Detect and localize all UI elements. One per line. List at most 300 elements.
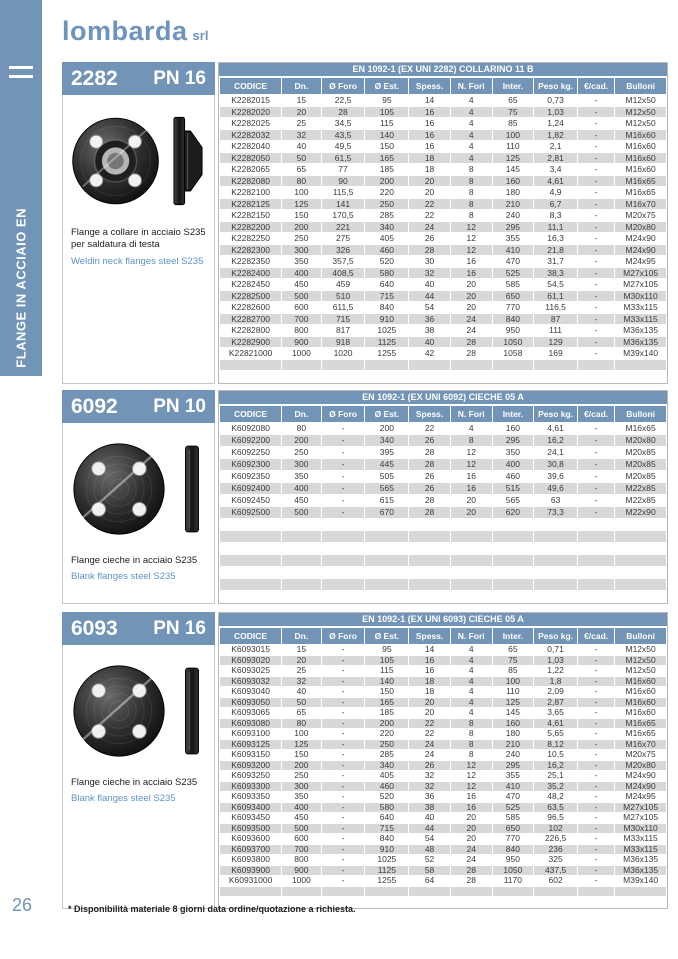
table-cell: 40 xyxy=(282,141,320,152)
table-cell: 840 xyxy=(493,314,534,325)
table-row xyxy=(220,423,666,434)
table-cell: 12 xyxy=(451,459,492,470)
table-cell: 4,61 xyxy=(534,423,577,434)
table-cell: 1255 xyxy=(365,348,408,359)
table-cell: 22 xyxy=(409,719,450,729)
table-row xyxy=(220,645,666,655)
table-cell: - xyxy=(578,750,614,760)
table-cell: 295 xyxy=(493,222,534,233)
table-row xyxy=(220,447,666,458)
table-cell xyxy=(365,887,408,897)
table-cell: - xyxy=(578,459,614,470)
table-cell: 800 xyxy=(282,855,320,865)
product-panel xyxy=(62,390,215,604)
table-cell: - xyxy=(578,291,614,302)
table-cell xyxy=(282,591,320,602)
table-cell: - xyxy=(578,855,614,865)
table-cell xyxy=(409,360,450,371)
table-cell: 28 xyxy=(409,447,450,458)
table-cell: 32 xyxy=(409,782,450,792)
table-cell: M24x90 xyxy=(615,771,666,781)
table-cell: 16 xyxy=(451,803,492,813)
table-cell: K6092350 xyxy=(220,471,281,482)
table-cell: 49,5 xyxy=(322,141,365,152)
table-cell: - xyxy=(578,279,614,290)
table-cell: 105 xyxy=(365,656,408,666)
table-cell: M20x75 xyxy=(615,750,666,760)
table-cell: 395 xyxy=(365,447,408,458)
table-cell: K2282125 xyxy=(220,199,281,210)
table-cell: 16,2 xyxy=(534,761,577,771)
description-english: Blank flanges steel S235 xyxy=(71,793,176,805)
table-cell: 18 xyxy=(409,687,450,697)
table-cell: 28 xyxy=(409,459,450,470)
description-english: Blank flanges steel S235 xyxy=(71,571,176,583)
table-cell: 145 xyxy=(493,164,534,175)
table-cell: 408,5 xyxy=(322,268,365,279)
table-cell xyxy=(534,543,577,554)
table-cell xyxy=(409,567,450,578)
table-cell: 350 xyxy=(282,471,320,482)
product-header xyxy=(62,62,215,95)
table-cell: K2282300 xyxy=(220,245,281,256)
table-cell: 22 xyxy=(409,729,450,739)
table-cell: K2282032 xyxy=(220,130,281,141)
table-cell xyxy=(220,579,281,590)
table-cell: 715 xyxy=(365,824,408,834)
table-cell: 8 xyxy=(451,164,492,175)
table-cell xyxy=(493,555,534,566)
table-cell: K6092400 xyxy=(220,483,281,494)
product-panel-body xyxy=(62,95,215,384)
table-cell: M16x65 xyxy=(615,176,666,187)
table-cell: 180 xyxy=(493,729,534,739)
table-row xyxy=(220,141,666,152)
table-cell: 40 xyxy=(409,813,450,823)
table-cell: 16 xyxy=(451,256,492,267)
table-cell: K6093015 xyxy=(220,645,281,655)
table-cell: K6092250 xyxy=(220,447,281,458)
table-cell xyxy=(282,567,320,578)
table-cell xyxy=(451,579,492,590)
table-cell xyxy=(534,887,577,897)
table-cell: K2282350 xyxy=(220,256,281,267)
table-cell xyxy=(322,567,365,578)
table-cell: 16 xyxy=(409,118,450,129)
table-standard-title: EN 1092-1 (EX UNI 6092) CIECHE 05 A xyxy=(219,391,667,404)
table-cell: 0,71 xyxy=(534,645,577,655)
table-cell: 1025 xyxy=(365,855,408,865)
table-cell: 61,5 xyxy=(322,153,365,164)
table-cell: - xyxy=(578,677,614,687)
table-cell: 165 xyxy=(365,698,408,708)
table-cell: 24 xyxy=(451,855,492,865)
table-cell: K2282150 xyxy=(220,210,281,221)
table-row xyxy=(220,750,666,760)
table-cell: 410 xyxy=(493,245,534,256)
product-panel-body xyxy=(62,645,215,909)
table-cell xyxy=(615,567,666,578)
table-cell xyxy=(322,360,365,371)
table-cell: - xyxy=(322,447,365,458)
table-cell: - xyxy=(578,876,614,886)
table-cell: M16x60 xyxy=(615,708,666,718)
table-row xyxy=(220,95,666,106)
table-cell: 16 xyxy=(409,141,450,152)
column-header: Spess. xyxy=(409,78,450,94)
flange-photo xyxy=(70,657,207,765)
table-row xyxy=(220,483,666,494)
table-cell: 30,8 xyxy=(534,459,577,470)
table-cell: 640 xyxy=(365,279,408,290)
empty-row xyxy=(220,567,666,578)
table-cell: 602 xyxy=(534,876,577,886)
table-cell: 285 xyxy=(365,750,408,760)
table-cell xyxy=(578,519,614,530)
description-italian: Flange cieche in acciaio S235 xyxy=(71,777,198,788)
table-cell: 40 xyxy=(409,337,450,348)
column-header: Peso kg. xyxy=(534,628,577,644)
table-cell: M20x85 xyxy=(615,447,666,458)
table-cell: 585 xyxy=(493,813,534,823)
table-cell xyxy=(534,360,577,371)
table-cell: M24x90 xyxy=(615,782,666,792)
table-cell: 700 xyxy=(282,845,320,855)
table-cell: 30 xyxy=(409,256,450,267)
product-pn: PN 10 xyxy=(153,395,206,417)
table-row xyxy=(220,348,666,359)
table-cell: 236 xyxy=(534,845,577,855)
table-cell xyxy=(220,371,281,382)
table-row xyxy=(220,708,666,718)
table-cell: 25 xyxy=(282,666,320,676)
table-cell: M20x85 xyxy=(615,459,666,470)
table-cell: 14 xyxy=(409,645,450,655)
table-cell: - xyxy=(322,803,365,813)
table-cell: M16x70 xyxy=(615,199,666,210)
table-cell: - xyxy=(578,447,614,458)
column-header: Dn. xyxy=(282,628,320,644)
table-cell: 470 xyxy=(493,792,534,802)
table-cell: 169 xyxy=(534,348,577,359)
table-cell: - xyxy=(578,708,614,718)
table-cell: - xyxy=(322,855,365,865)
table-cell: 22 xyxy=(409,423,450,434)
table-cell: 4 xyxy=(451,141,492,152)
table-cell: 4 xyxy=(451,666,492,676)
table-cell xyxy=(322,531,365,542)
table-cell: - xyxy=(578,337,614,348)
table-cell xyxy=(615,887,666,897)
table-cell: 100 xyxy=(493,130,534,141)
table-cell xyxy=(409,591,450,602)
table-row xyxy=(220,855,666,865)
table-cell: 16,2 xyxy=(534,435,577,446)
table-cell: - xyxy=(322,698,365,708)
table-cell: 20 xyxy=(451,495,492,506)
table-cell: 20 xyxy=(451,279,492,290)
table-cell: - xyxy=(578,210,614,221)
table-cell: 470 xyxy=(493,256,534,267)
table-cell: 16 xyxy=(451,483,492,494)
table-cell: 54 xyxy=(409,302,450,313)
column-header: €/cad. xyxy=(578,78,614,94)
table-cell: 450 xyxy=(282,495,320,506)
table-cell: K2282065 xyxy=(220,164,281,175)
table-cell: 500 xyxy=(282,291,320,302)
table-cell: 350 xyxy=(282,256,320,267)
table-cell: 90 xyxy=(322,176,365,187)
table-cell: K2282400 xyxy=(220,268,281,279)
table-cell xyxy=(451,567,492,578)
table-cell: 1058 xyxy=(493,348,534,359)
table-cell xyxy=(451,519,492,530)
column-header: Inter. xyxy=(493,78,534,94)
table-row xyxy=(220,210,666,221)
table-cell: - xyxy=(322,719,365,729)
table-row xyxy=(220,222,666,233)
table-cell xyxy=(615,555,666,566)
table-cell: - xyxy=(322,813,365,823)
column-header: Ø Est. xyxy=(365,628,408,644)
table-cell: 405 xyxy=(365,233,408,244)
table-cell xyxy=(322,371,365,382)
table-cell: 63,5 xyxy=(534,803,577,813)
table-cell: 3,4 xyxy=(534,164,577,175)
table-row xyxy=(220,256,666,267)
table-cell: 20 xyxy=(451,824,492,834)
table-cell: - xyxy=(578,348,614,359)
table-cell: 180 xyxy=(493,187,534,198)
table-cell: 28 xyxy=(451,348,492,359)
table-cell: 26 xyxy=(409,761,450,771)
table-cell: 580 xyxy=(365,268,408,279)
table-row xyxy=(220,302,666,313)
table-cell: 63 xyxy=(534,495,577,506)
column-header: Ø Est. xyxy=(365,78,408,94)
table-cell: 49,6 xyxy=(534,483,577,494)
table-cell: 1255 xyxy=(365,876,408,886)
table-cell: 28 xyxy=(409,245,450,256)
table-cell: 18 xyxy=(409,677,450,687)
table-cell: - xyxy=(322,483,365,494)
table-cell: 95 xyxy=(365,645,408,655)
table-cell: 200 xyxy=(282,435,320,446)
table-cell: K2282900 xyxy=(220,337,281,348)
table-cell: 16,3 xyxy=(534,233,577,244)
table-cell: - xyxy=(578,164,614,175)
table-cell: M16x60 xyxy=(615,698,666,708)
flange-photo xyxy=(70,435,207,543)
table-cell: 620 xyxy=(493,507,534,518)
table-cell: 26 xyxy=(409,435,450,446)
table-cell: 4 xyxy=(451,153,492,164)
table-row xyxy=(220,782,666,792)
table-cell: 44 xyxy=(409,291,450,302)
empty-row xyxy=(220,887,666,897)
table-cell xyxy=(282,360,320,371)
table-cell: M27x105 xyxy=(615,803,666,813)
table-cell xyxy=(451,555,492,566)
table-cell: - xyxy=(578,645,614,655)
table-cell: 437,5 xyxy=(534,866,577,876)
table-cell: 115 xyxy=(365,118,408,129)
table-cell: 165 xyxy=(365,153,408,164)
product-header xyxy=(62,390,215,423)
table-cell: 840 xyxy=(365,834,408,844)
table-cell: K2282080 xyxy=(220,176,281,187)
page-number: 26 xyxy=(12,895,33,915)
table-cell: 405 xyxy=(365,771,408,781)
table-cell: K6092200 xyxy=(220,435,281,446)
table-cell: - xyxy=(578,740,614,750)
table-cell: 20 xyxy=(282,656,320,666)
table-cell: M20x80 xyxy=(615,222,666,233)
table-cell: 170,5 xyxy=(322,210,365,221)
table-cell: 8 xyxy=(451,435,492,446)
table-cell: K2282100 xyxy=(220,187,281,198)
table-cell: 75 xyxy=(493,107,534,118)
table-cell: 700 xyxy=(282,314,320,325)
table-cell: K6093020 xyxy=(220,656,281,666)
table-cell: 910 xyxy=(365,845,408,855)
table-cell: 510 xyxy=(322,291,365,302)
empty-row xyxy=(220,543,666,554)
table-cell xyxy=(578,591,614,602)
flange-side-view xyxy=(178,441,206,537)
table-cell: 525 xyxy=(493,268,534,279)
table-cell: 80 xyxy=(282,423,320,434)
table-cell xyxy=(365,579,408,590)
table-cell: 150 xyxy=(365,687,408,697)
table-cell: 8 xyxy=(451,199,492,210)
description-english: Weldin neck flanges steel S235 xyxy=(71,255,204,267)
table-cell xyxy=(578,543,614,554)
company-logo xyxy=(62,16,208,47)
table-cell: 295 xyxy=(493,435,534,446)
table-cell: 1,82 xyxy=(534,130,577,141)
table-cell: M39x140 xyxy=(615,348,666,359)
table-cell xyxy=(615,531,666,542)
table-cell: K6093900 xyxy=(220,866,281,876)
column-header: Spess. xyxy=(409,628,450,644)
table-cell xyxy=(282,371,320,382)
table-cell xyxy=(578,567,614,578)
table-cell: 5,65 xyxy=(534,729,577,739)
table-cell: 24 xyxy=(409,750,450,760)
table-cell: 65 xyxy=(493,95,534,106)
table-cell: K6093040 xyxy=(220,687,281,697)
table-cell: 817 xyxy=(322,325,365,336)
table-cell: K6093800 xyxy=(220,855,281,865)
table-cell: - xyxy=(322,834,365,844)
table-cell: - xyxy=(578,176,614,187)
table-cell: M24x90 xyxy=(615,233,666,244)
table-cell xyxy=(365,371,408,382)
table-cell: M24x95 xyxy=(615,792,666,802)
table-row xyxy=(220,291,666,302)
table-cell: 340 xyxy=(365,435,408,446)
table-cell: 150 xyxy=(282,210,320,221)
table-cell: 505 xyxy=(365,471,408,482)
table-cell: 1125 xyxy=(365,866,408,876)
table-row xyxy=(220,729,666,739)
table-cell: 110 xyxy=(493,687,534,697)
table-cell: M20x75 xyxy=(615,210,666,221)
empty-row xyxy=(220,555,666,566)
table-cell: 3,65 xyxy=(534,708,577,718)
table-cell xyxy=(615,360,666,371)
table-row xyxy=(220,507,666,518)
spec-table xyxy=(219,405,667,603)
table-cell: K6092300 xyxy=(220,459,281,470)
table-cell: 125 xyxy=(282,199,320,210)
empty-row xyxy=(220,531,666,542)
table-cell: 105 xyxy=(365,107,408,118)
table-cell xyxy=(615,543,666,554)
table-cell: 21,8 xyxy=(534,245,577,256)
table-cell: 300 xyxy=(282,245,320,256)
table-cell: M24x95 xyxy=(615,256,666,267)
table-cell: 64 xyxy=(409,876,450,886)
table-cell: 35,2 xyxy=(534,782,577,792)
table-cell: M16x60 xyxy=(615,141,666,152)
table-cell: K6093200 xyxy=(220,761,281,771)
table-cell: - xyxy=(322,761,365,771)
table-row xyxy=(220,740,666,750)
table-cell: M39x140 xyxy=(615,876,666,886)
table-cell: 65 xyxy=(282,164,320,175)
table-cell: 50 xyxy=(282,153,320,164)
table-cell: 910 xyxy=(365,314,408,325)
table-cell: K6092500 xyxy=(220,507,281,518)
table-cell: K6093250 xyxy=(220,771,281,781)
column-header: Dn. xyxy=(282,406,320,422)
table-cell: M16x60 xyxy=(615,153,666,164)
table-cell: 8 xyxy=(451,210,492,221)
column-header: N. Fori xyxy=(451,406,492,422)
table-cell: 295 xyxy=(493,761,534,771)
table-cell: 8 xyxy=(451,729,492,739)
table-cell: K6093500 xyxy=(220,824,281,834)
table-row xyxy=(220,187,666,198)
table-cell: 4 xyxy=(451,107,492,118)
table-cell: - xyxy=(578,118,614,129)
table-cell: 325 xyxy=(534,855,577,865)
table-cell: 220 xyxy=(365,729,408,739)
table-cell: - xyxy=(578,302,614,313)
table-cell: - xyxy=(322,708,365,718)
table-cell: 110 xyxy=(493,141,534,152)
table-cell xyxy=(578,555,614,566)
table-cell: M33x115 xyxy=(615,845,666,855)
table-cell: 28 xyxy=(409,495,450,506)
table-cell: 0,73 xyxy=(534,95,577,106)
table-cell: 250 xyxy=(282,233,320,244)
table-row xyxy=(220,771,666,781)
product-code: 6092 xyxy=(71,394,118,418)
table-cell: 80 xyxy=(282,176,320,187)
table-cell: - xyxy=(578,761,614,771)
table-cell: K60931000 xyxy=(220,876,281,886)
table-cell: 61,1 xyxy=(534,291,577,302)
table-cell xyxy=(615,579,666,590)
product-panel-body xyxy=(62,423,215,604)
table-cell: M22x90 xyxy=(615,507,666,518)
table-cell xyxy=(409,531,450,542)
table-cell: M16x60 xyxy=(615,677,666,687)
table-cell xyxy=(282,531,320,542)
